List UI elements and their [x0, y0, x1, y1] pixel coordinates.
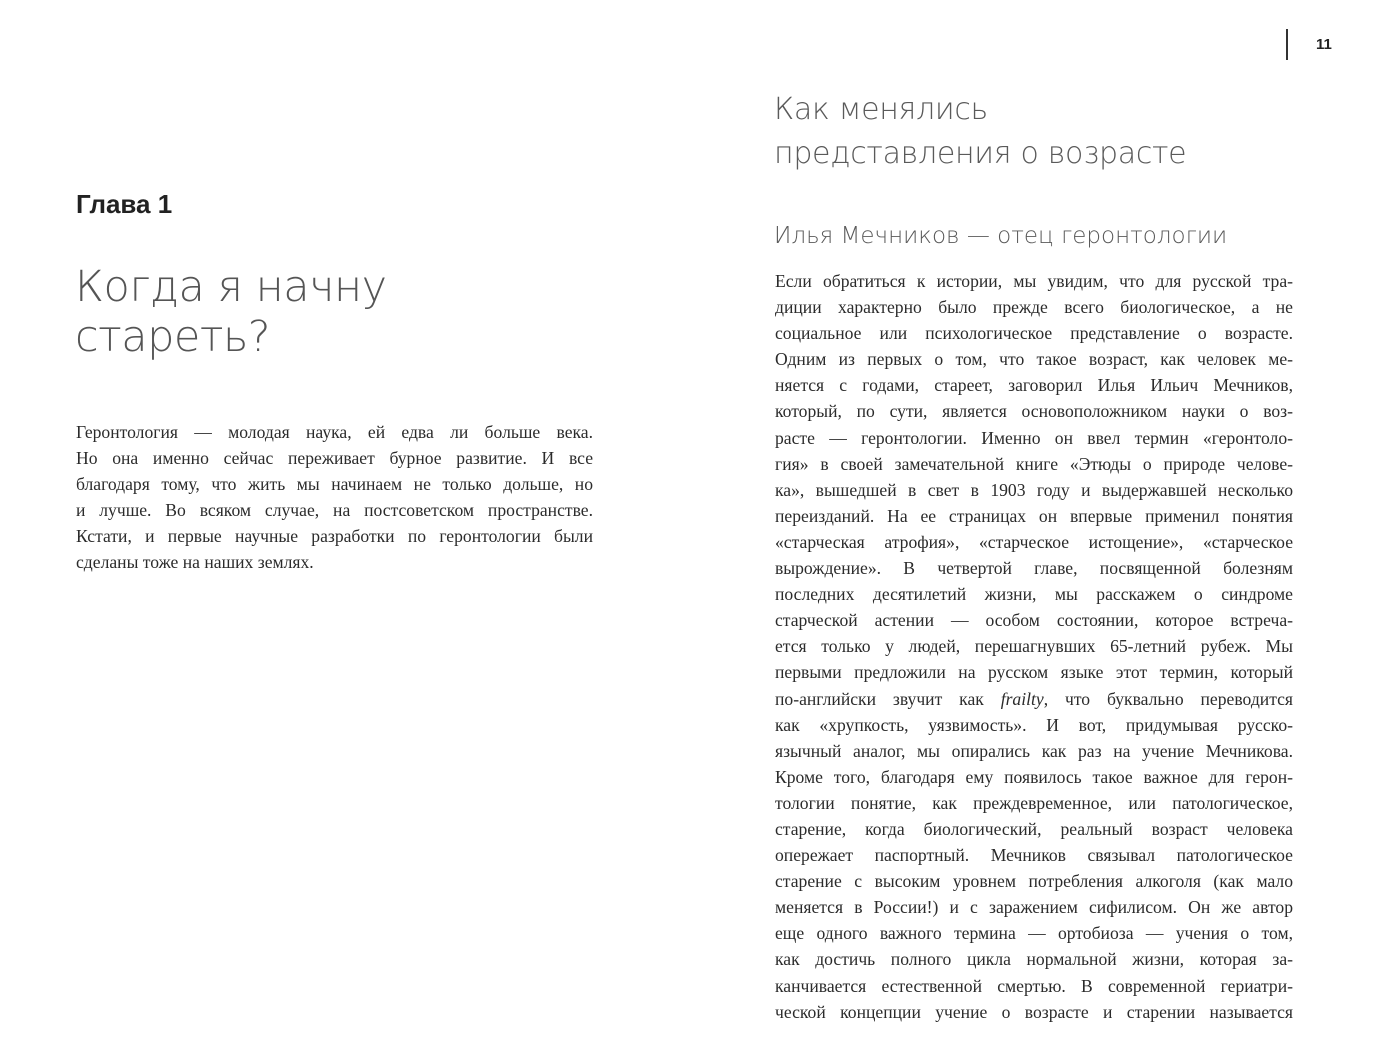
body-line: последних десятилетий жизни, мы расскажем о синдроме [775, 584, 1293, 605]
chapter-title-line: Когда я начну [75, 262, 387, 312]
intro-line: Кстати, и первые научные разработки по геронтологии были [76, 526, 593, 546]
intro-line: и лучше. Во всяком случае, на постсоветском пространстве. [76, 500, 593, 520]
body-line: первыми предложили на русском языке этот термин, который [775, 662, 1293, 683]
body-line: как достичь полного цикла нормальной жизни, которая за- [775, 949, 1293, 970]
body-line: старение, когда биологический, реальный возраст человека [775, 818, 1293, 839]
body-line: язычный аналог, мы опирались как раз на учение Мечникова. [775, 740, 1293, 761]
body-line: канчивается естественной смертью. В современной гериатри- [775, 975, 1293, 996]
body-line: еще одного важного термина — ортобиоза — учения о том, [775, 923, 1293, 944]
body-line: старческой астении — особом состоянии, которое встреча- [775, 610, 1293, 631]
intro-line: благодаря тому, что жить мы начинаем не только дольше, но [76, 474, 593, 494]
body-line: вырождение». В четвертой главе, посвященной болезням [775, 558, 1293, 579]
section-title [774, 88, 1334, 176]
body-line: социальное или психологическое представление о возрасте. [775, 323, 1293, 344]
body-line: расте — геронтологии. Именно он ввел термин «геронтоло- [775, 427, 1293, 448]
body-line: «старческая атрофия», «старческое истощение», «старческое [775, 531, 1293, 552]
chapter-title-line: стареть? [75, 312, 271, 362]
page-number-divider [1286, 29, 1288, 60]
body-paragraph [775, 268, 1293, 1025]
body-line: гия» в своей замечательной книге «Этюды о природе челове- [775, 453, 1293, 474]
body-line: ется только у людей, перешагнувших 65-летний рубеж. Мы [775, 636, 1293, 657]
body-line: меняется в России!) и с заражением сифилисом. Он же автор [775, 897, 1293, 918]
chapter-label: Глава 1 [76, 189, 173, 219]
body-line: ка», вышедшей в свет в 1903 году и выдержавшей несколько [775, 479, 1293, 500]
body-line: опережает паспортный. Мечников связывал патологическое [775, 845, 1293, 866]
body-line: ческой концепции учение о возрасте и старении называется [775, 1001, 1293, 1022]
body-line: няется с годами, стареет, заговорил Илья Ильич Мечников, [775, 375, 1293, 396]
body-line: как «хрупкость, уязвимость». И вот, придумывая русско- [775, 714, 1293, 735]
body-line: Если обратиться к истории, мы увидим, что для русской тра- [775, 271, 1293, 291]
subsection-title: Илья Мечников — отец геронтологии [774, 223, 1228, 249]
intro-paragraph [76, 419, 593, 575]
left-page [0, 0, 688, 1045]
section-title-line: Как менялись [774, 92, 988, 127]
body-line: Кроме того, благодаря ему появилось такое важное для герон- [775, 766, 1293, 787]
body-line: старение с высоким уровнем потребления алкоголя (как мало [775, 871, 1293, 892]
right-page [688, 0, 1377, 1045]
body-line: тологии понятие, как преждевременное, или патологическое, [775, 792, 1293, 813]
body-line: по-английски звучит как frailty, что буквально переводится [775, 688, 1293, 709]
intro-line: сделаны тоже на наших землях. [76, 552, 314, 572]
body-line: Одним из первых о том, что такое возраст, как человек ме- [775, 349, 1293, 370]
chapter-title [75, 262, 635, 362]
intro-line: Геронтология — молодая наука, ей едва ли больше века. [76, 422, 593, 442]
body-line: переизданий. На ее страницах он впервые применил понятия [775, 505, 1293, 526]
body-line: который, по сути, является основоположником науки о воз- [775, 401, 1293, 422]
section-title-line: представления о возрасте [774, 136, 1187, 171]
body-line: диции характерно было прежде всего биологическое, а не [775, 297, 1293, 318]
page-number: 11 [1316, 36, 1332, 53]
intro-line: Но она именно сейчас переживает бурное развитие. И все [76, 448, 593, 468]
